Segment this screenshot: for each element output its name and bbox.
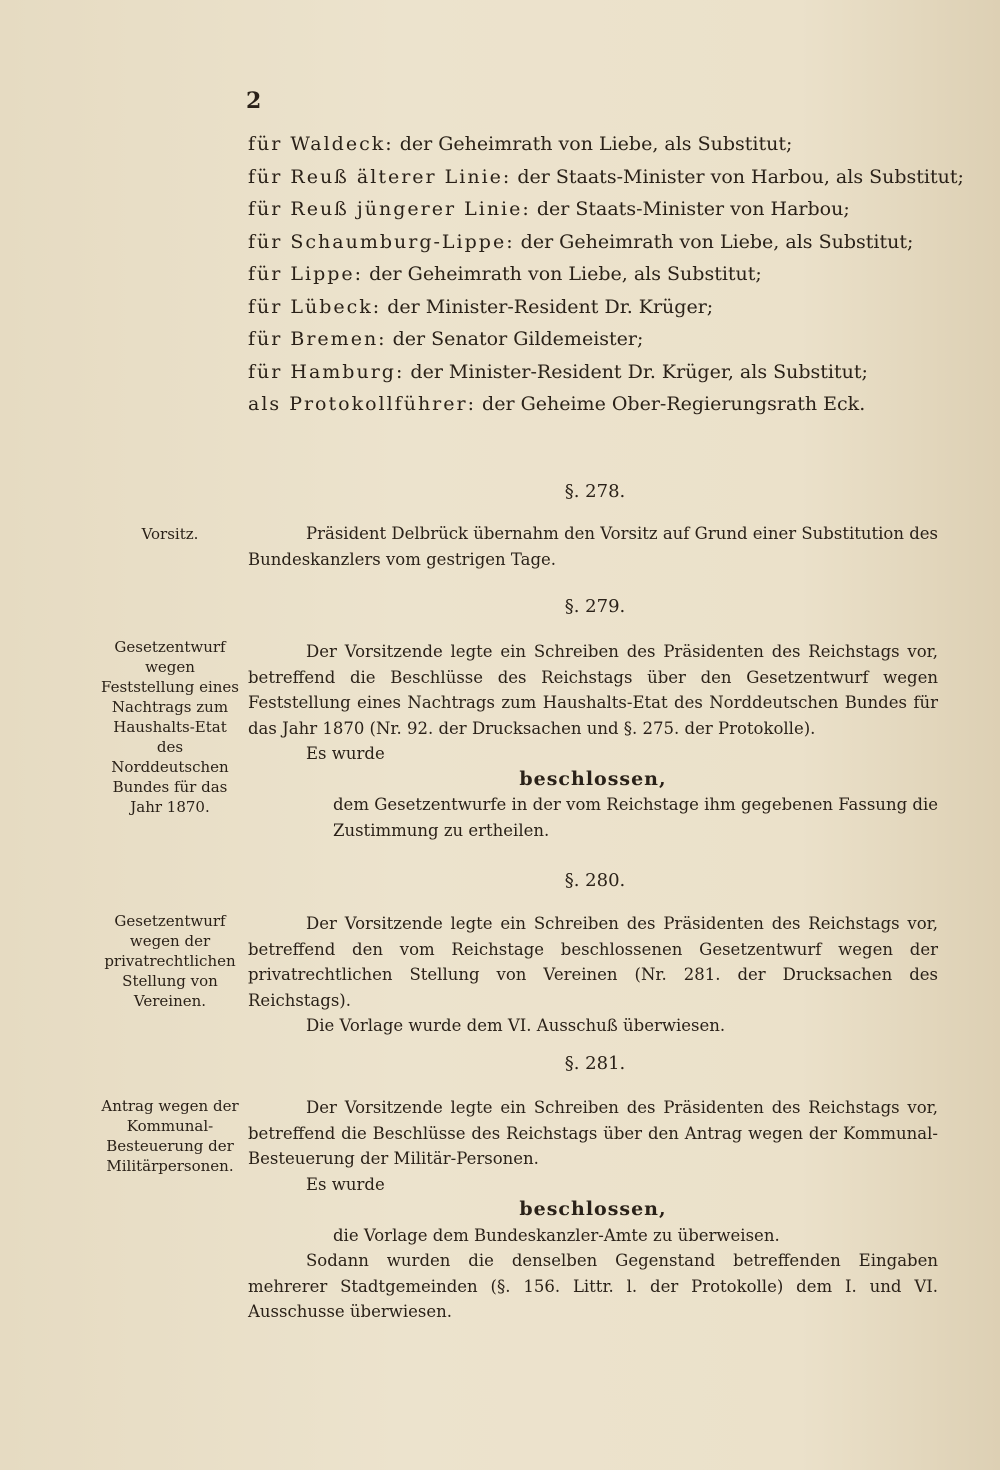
paragraph: Der Vorsitzende legte ein Schreiben des Präsidenten des Reichstags vor, betreffend die Beschlüsse des Reichstags über den Gesetzentwurf wegen Feststellung eines Nachtrags zum Haushalts-Etat des Norddeutschen Bundes für das Jahr 1870 (Nr. 92. der Drucksachen und §. 275. der Protokolle). <box>248 642 938 738</box>
es-wurde-line: Es wurde <box>306 1174 385 1194</box>
section-heading: §. 281. <box>564 1053 626 1074</box>
page-number: 2 <box>246 88 262 114</box>
paragraph: Präsident Delbrück übernahm den Vorsitz auf Grund einer Substitution des Bundeskanzlers vom gestrigen Tage. <box>248 524 938 569</box>
substitute-line: für Hamburg: der Minister-Resident Dr. Krüger, als Substitut; <box>248 360 868 383</box>
substitute-line: für Reuß älterer Linie: der Staats-Minister von Harbou, als Substitut; <box>248 165 964 188</box>
substitute-line: für Waldeck: der Geheimrath von Liebe, als Substitut; <box>248 133 793 155</box>
margin-note: Gesetzentwurf wegen Feststellung eines Nachtrags zum Haushalts-Etat des Norddeutschen Bundes für das Jahr 1870. <box>101 638 239 816</box>
substitute-line: für Schaumburg-Lippe: der Geheimrath von Liebe, als Substitut; <box>248 230 914 253</box>
section-heading: §. 280. <box>564 870 626 891</box>
substitute-line: für Bremen: der Senator Gildemeister; <box>248 328 644 350</box>
resolved-label: beschlossen, <box>519 767 667 790</box>
substitute-line: als Protokollführer: der Geheime Ober-Regierungsrath Eck. <box>248 393 866 415</box>
paragraph: Der Vorsitzende legte ein Schreiben des Präsidenten des Reichstags vor, betreffend den vom Reichstage beschlossenen Gesetzentwurf wegen der privatrechtlichen Stellung von Vereinen (Nr. 281. der Drucksachen des Reichstags). <box>248 914 938 1010</box>
resolution-text: die Vorlage dem Bundeskanzler-Amte zu überweisen. <box>333 1225 780 1245</box>
section-body <box>248 639 938 843</box>
resolution-text: dem Gesetzentwurfe in der vom Reichstage ihm gegebenen Fassung die Zustimmung zu ertheilen. <box>333 795 938 840</box>
paragraph: Die Vorlage wurde dem VI. Ausschuß überwiesen. <box>306 1016 726 1035</box>
substitute-line: für Lübeck: der Minister-Resident Dr. Krüger; <box>248 295 714 318</box>
section-body <box>248 911 938 1039</box>
closing-paragraph: Sodann wurden die denselben Gegenstand betreffenden Eingaben mehrerer Stadtgemeinden (§. 156. Littr. l. der Protokolle) dem I. und VI. Ausschusse überwiesen. <box>248 1251 938 1321</box>
es-wurde-line: Es wurde <box>306 744 385 763</box>
substitute-line: für Lippe: der Geheimrath von Liebe, als Substitut; <box>248 263 762 285</box>
section-heading: §. 279. <box>564 596 626 617</box>
margin-note: Antrag wegen der Kommunal-Besteuerung der Militärpersonen. <box>101 1097 239 1175</box>
margin-note: Gesetzentwurf wegen der privatrechtlichen Stellung von Vereinen. <box>104 912 236 1010</box>
paragraph: Der Vorsitzende legte ein Schreiben des Präsidenten des Reichstags vor, betreffend die Beschlüsse des Reichstags über den Antrag wegen der Kommunal-Besteuerung der Militär-Personen. <box>248 1098 938 1168</box>
margin-note: Vorsitz. <box>141 525 199 543</box>
section-heading: §. 278. <box>564 481 626 502</box>
substitutes-list <box>248 128 964 421</box>
resolved-label: beschlossen, <box>519 1198 667 1220</box>
section-body <box>248 521 938 572</box>
substitute-line: für Reuß jüngerer Linie: der Staats-Minister von Harbou; <box>248 198 850 220</box>
section-body <box>248 1095 938 1325</box>
